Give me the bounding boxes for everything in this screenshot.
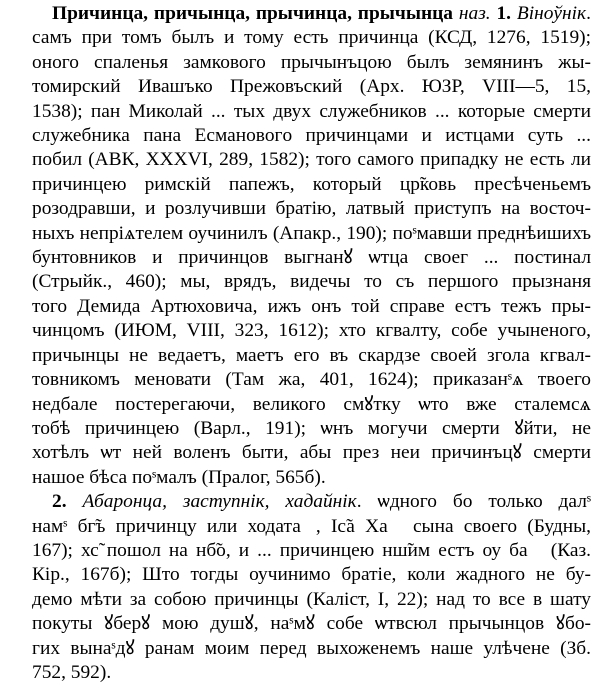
citation-text: служебника пана Есмановогo причинцами и истцами суть ... [32,125,591,147]
text-line [12,393,591,417]
text-line [12,612,591,636]
citation-text: Кір., 167б); Што тогды оучинимо братiе, коли жадного не бу- [32,564,591,586]
citation-text: причинцею римскiй папежъ, который цр̃ковь пресѣченьемъ [32,173,591,195]
citation-text: . ѡдного бо только далˢ [356,491,591,513]
text-line [12,246,591,270]
citation-text: 752, 592). [32,661,112,683]
text-line [12,51,591,75]
citation-text: побил (АВК, XXXVI, 289, 1582); того самого припадку не есть ли [32,149,591,171]
citation-text: ѣ [525,222,537,244]
text-line [12,539,591,563]
citation-text: товникомъ меновати (Там жа, 401, 1624); приказанˢѧ твоего [32,369,591,391]
text-line [12,26,591,50]
text-line [12,124,591,148]
text-line [12,75,591,99]
citation-text: покуты ꙋберꙋ мою душꙋ, наˢмꙋ собе ѡтвсюл прычынцов ꙋбо- [32,613,591,635]
citation-text: самъ при томъ былъ и тому есть причинца (КСД, 1276, 1519); [32,27,591,49]
text-line [12,661,591,685]
gloss-text: наз. [458,3,491,24]
citation-text: оного спаленья замкового прычынъцою былъ земянинъ жы- [32,51,591,73]
entry-sense-2 [12,490,591,685]
citation-text [67,491,83,512]
gloss-text: Віноўнік [516,3,587,24]
citation-text: чинцомъ (ИЮМ, VIII, 323, 1612); хто кгвалту, собе учыненого, [32,320,591,342]
text-line [12,490,591,514]
citation-text: намˢ бг̃ъ причинцу или ходатаꙵ, Іс̃а Хаꙵ сына своего (Будны, [32,515,591,537]
text-line [12,173,591,197]
citation-text: тобѣ причинцею (Варл., 191); ѡнъ могучи смерти ꙋйти, не [32,417,591,439]
citation-text: хотѣлъ ѡт ней воленъ быти, абы през неи причинъцꙋ смерти [32,442,591,464]
citation-text: ишихъ [536,222,591,244]
text-line [12,319,591,343]
headword-text: 2. [52,491,67,513]
headword-text: 1. [496,3,512,24]
text-line [12,515,591,539]
citation-text: недбале постерегаючи, великого смꙋтку ѡто вже сталемсѧ [32,393,591,415]
citation-text: ныхъ непрiѧтелем оучинилъ (Апакр., 190); поˢмавши предн [32,222,526,244]
citation-text: (Стрыйк., 460); мы, врядъ, видечы то съ першого прызнаня [32,271,591,293]
citation-text: 1538); пан Миколай ... тых двух служебников ... которые смерти [32,100,591,122]
text-line [12,441,591,465]
citation-text: гих вынаˢдꙋ ранам моим перед выхоженемъ наше улѣчене (Зб. [32,637,591,659]
citation-text: томирский Ивашъко Прежовъский (Арх. ЮЗР, VIII—5, 15, [32,76,591,98]
citation-text: того Демида Артюховича, ижъ онъ той справе естъ тежъ пры- [32,295,591,317]
text-line [12,588,591,612]
text-line [12,344,591,368]
citation-text: . [586,3,591,24]
citation-text: демо мѣти за собою причинцы (Каліст, I, 22); над то все в шату [32,588,591,610]
text-line [12,295,591,319]
headword-text: Причинца, причынца, прычинца, прычынца [52,3,454,24]
citation-text: бунтовников и причинцов выгнанꙋ ѡтца своег ... постинал [32,247,591,269]
text-line [12,466,591,490]
text-line [12,197,591,221]
text-line [12,368,591,392]
text-line [12,563,591,587]
text-line [12,222,591,246]
text-line [12,637,591,661]
citation-text: розодравши, и розлучивши братiю, латвый приступъ на восточ- [32,198,591,220]
text-line [12,2,591,26]
text-line [12,270,591,294]
citation-text: нашое бѣса поˢмалъ (Пралог, 565б). [32,466,326,488]
entry-sense-1 [12,2,591,490]
citation-text: причынцы не ведаетъ, маетъ его въ скардзе своей зголa кгвал- [32,344,591,366]
text-line [12,417,591,441]
gloss-text: Абаронца, заступнік, хадайнік [82,491,357,513]
text-line [12,148,591,172]
text-line [12,100,591,124]
citation-text: 167); хс̃ пошол на нб̃о, и ... причинцею нш̃им естъ оу баꙵ (Каз. [32,539,591,561]
